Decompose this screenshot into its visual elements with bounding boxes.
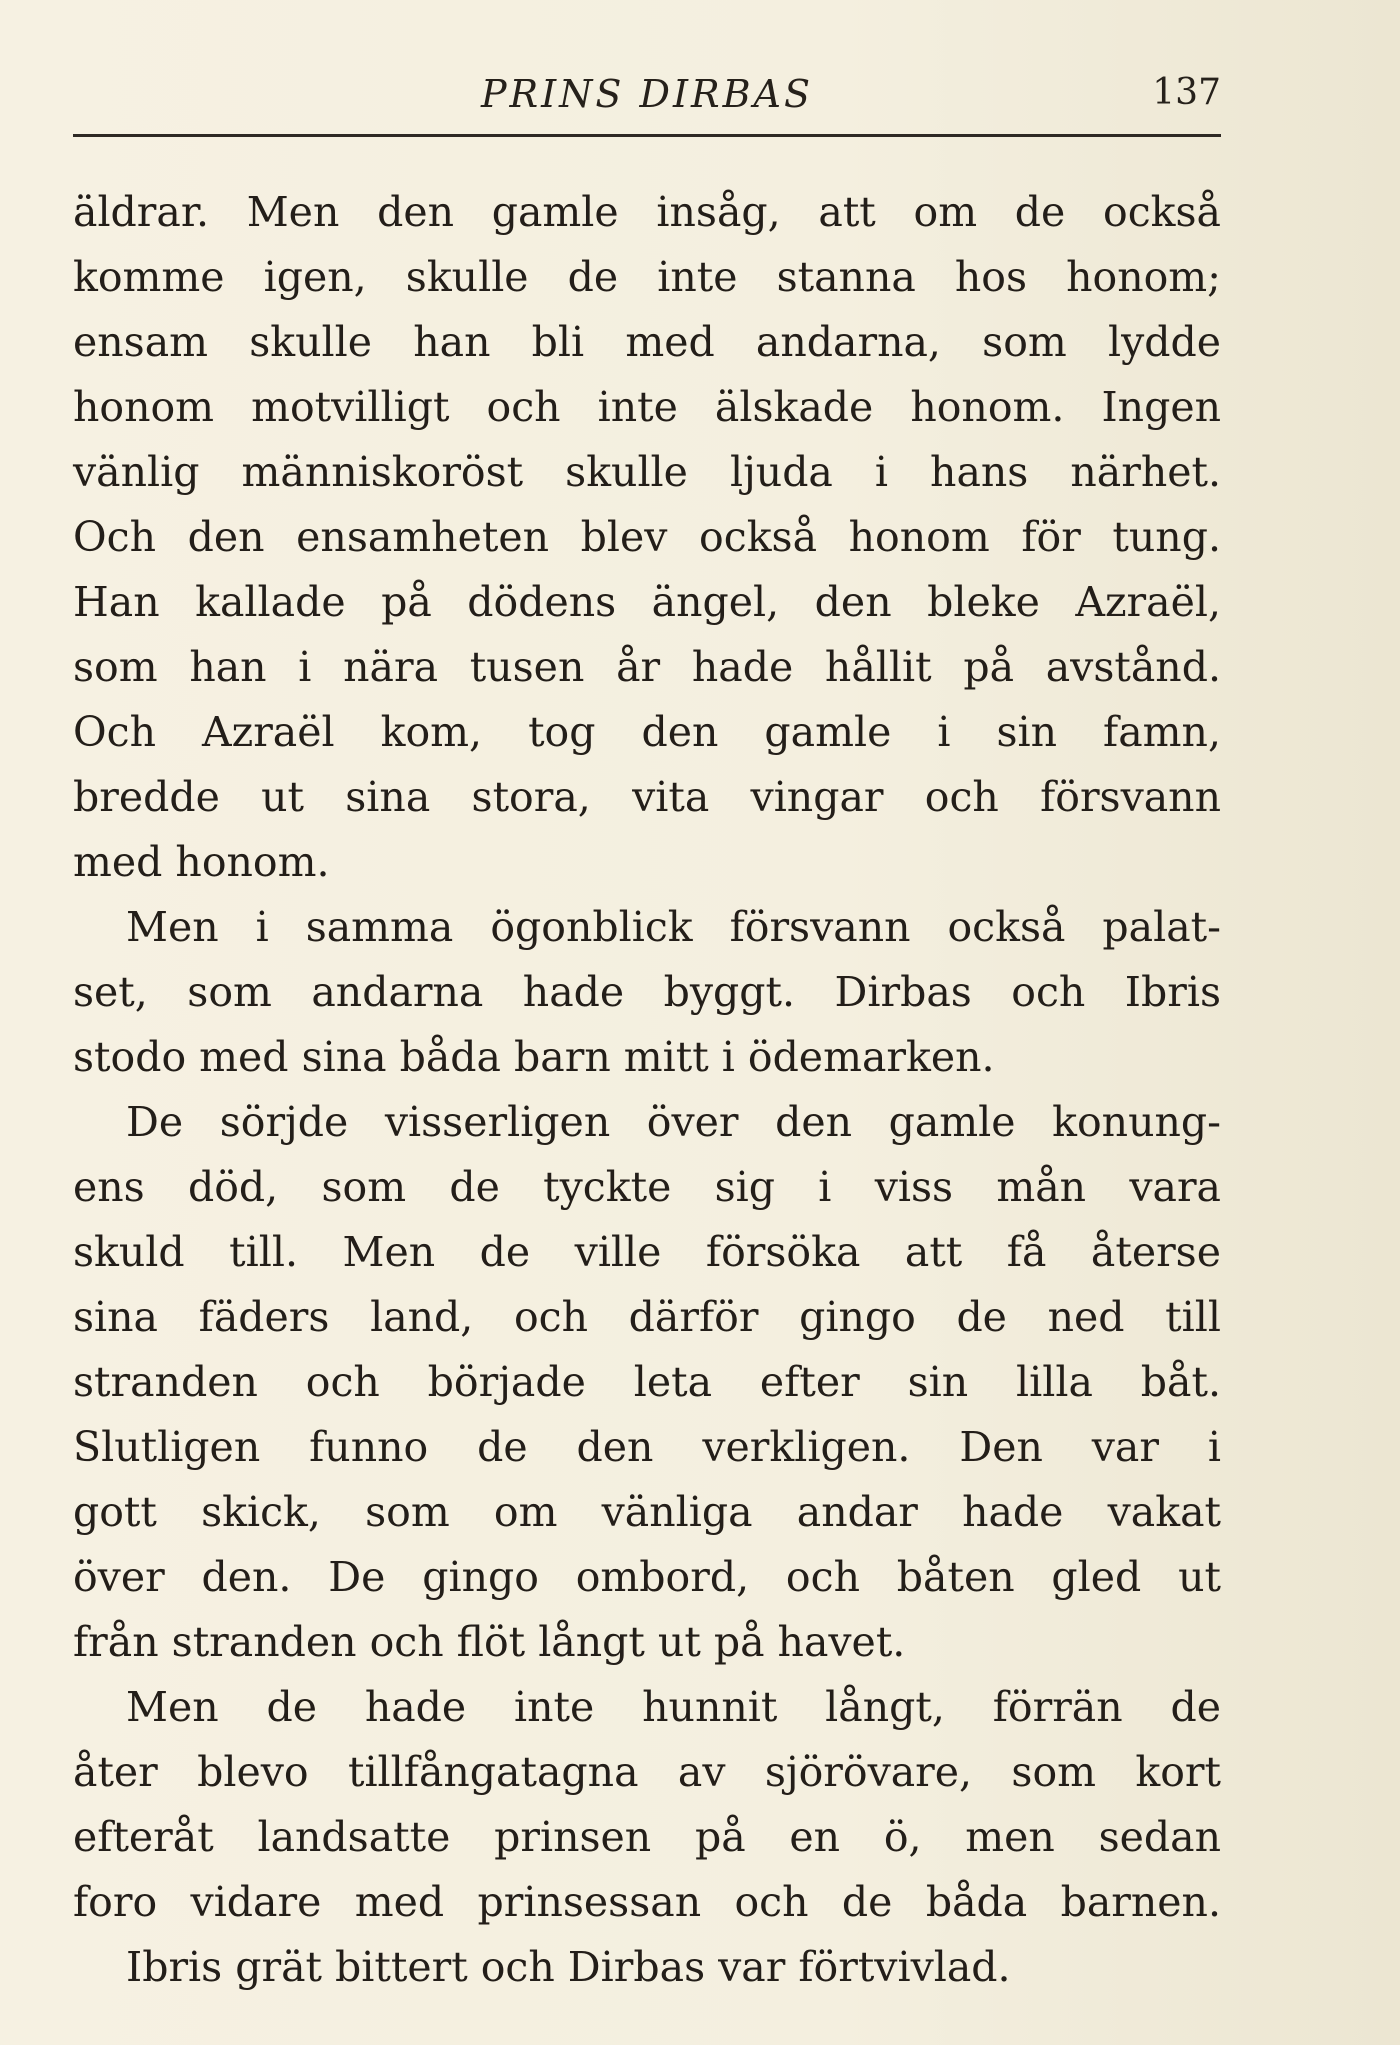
text-line: bredde ut sina stora, vita vingar och försvann <box>73 773 1221 821</box>
text-line: skuld till. Men de ville försöka att få återse <box>73 1228 1221 1276</box>
text-line: som han i nära tusen år hade hållit på avstånd. <box>73 643 1221 691</box>
text-line: äldrar. Men den gamle insåg, att om de också <box>73 188 1221 236</box>
text-line: över den. De gingo ombord, och båten gled ut <box>73 1553 1221 1601</box>
text-line: Men i samma ögonblick försvann också palat- <box>126 903 1221 951</box>
running-title: PRINS DIRBAS <box>480 72 814 116</box>
text-line: komme igen, skulle de inte stanna hos honom; <box>73 253 1221 301</box>
text-line: Och Azraël kom, tog den gamle i sin famn, <box>73 708 1221 756</box>
body-text <box>73 180 1221 2000</box>
text-line: med honom. <box>73 838 330 886</box>
text-line: från stranden och flöt långt ut på havet. <box>73 1618 906 1666</box>
text-line: stranden och började leta efter sin lilla båt. <box>73 1358 1221 1406</box>
header-rule <box>73 134 1221 137</box>
text-line: foro vidare med prinsessan och de båda barnen. <box>73 1878 1221 1926</box>
text-line: set, som andarna hade byggt. Dirbas och Ibris <box>73 968 1221 1016</box>
text-line: Men de hade inte hunnit långt, förrän de <box>126 1683 1221 1731</box>
page-header <box>73 72 1221 122</box>
text-line: ens död, som de tyckte sig i viss mån vara <box>73 1163 1221 1211</box>
text-line: Och den ensamheten blev också honom för tung. <box>73 513 1221 561</box>
text-line: sina fäders land, och därför gingo de ned till <box>73 1293 1221 1341</box>
text-line: vänlig människoröst skulle ljuda i hans närhet. <box>73 448 1221 496</box>
text-line: ensam skulle han bli med andarna, som lydde <box>73 318 1221 366</box>
text-line: gott skick, som om vänliga andar hade vakat <box>73 1488 1221 1536</box>
text-line: De sörjde visserligen över den gamle konung- <box>126 1098 1221 1146</box>
page-number: 137 <box>1152 72 1221 113</box>
text-line: efteråt landsatte prinsen på en ö, men sedan <box>73 1813 1221 1861</box>
text-line: Slutligen funno de den verkligen. Den var i <box>73 1423 1221 1471</box>
text-line: stodo med sina båda barn mitt i ödemarken. <box>73 1033 995 1081</box>
text-line: honom motvilligt och inte älskade honom. Ingen <box>73 383 1221 431</box>
text-line: Ibris grät bittert och Dirbas var förtvivlad. <box>126 1943 1011 1991</box>
text-line: Han kallade på dödens ängel, den bleke Azraël, <box>73 578 1221 626</box>
text-line: åter blevo tillfångatagna av sjörövare, som kort <box>73 1748 1221 1796</box>
